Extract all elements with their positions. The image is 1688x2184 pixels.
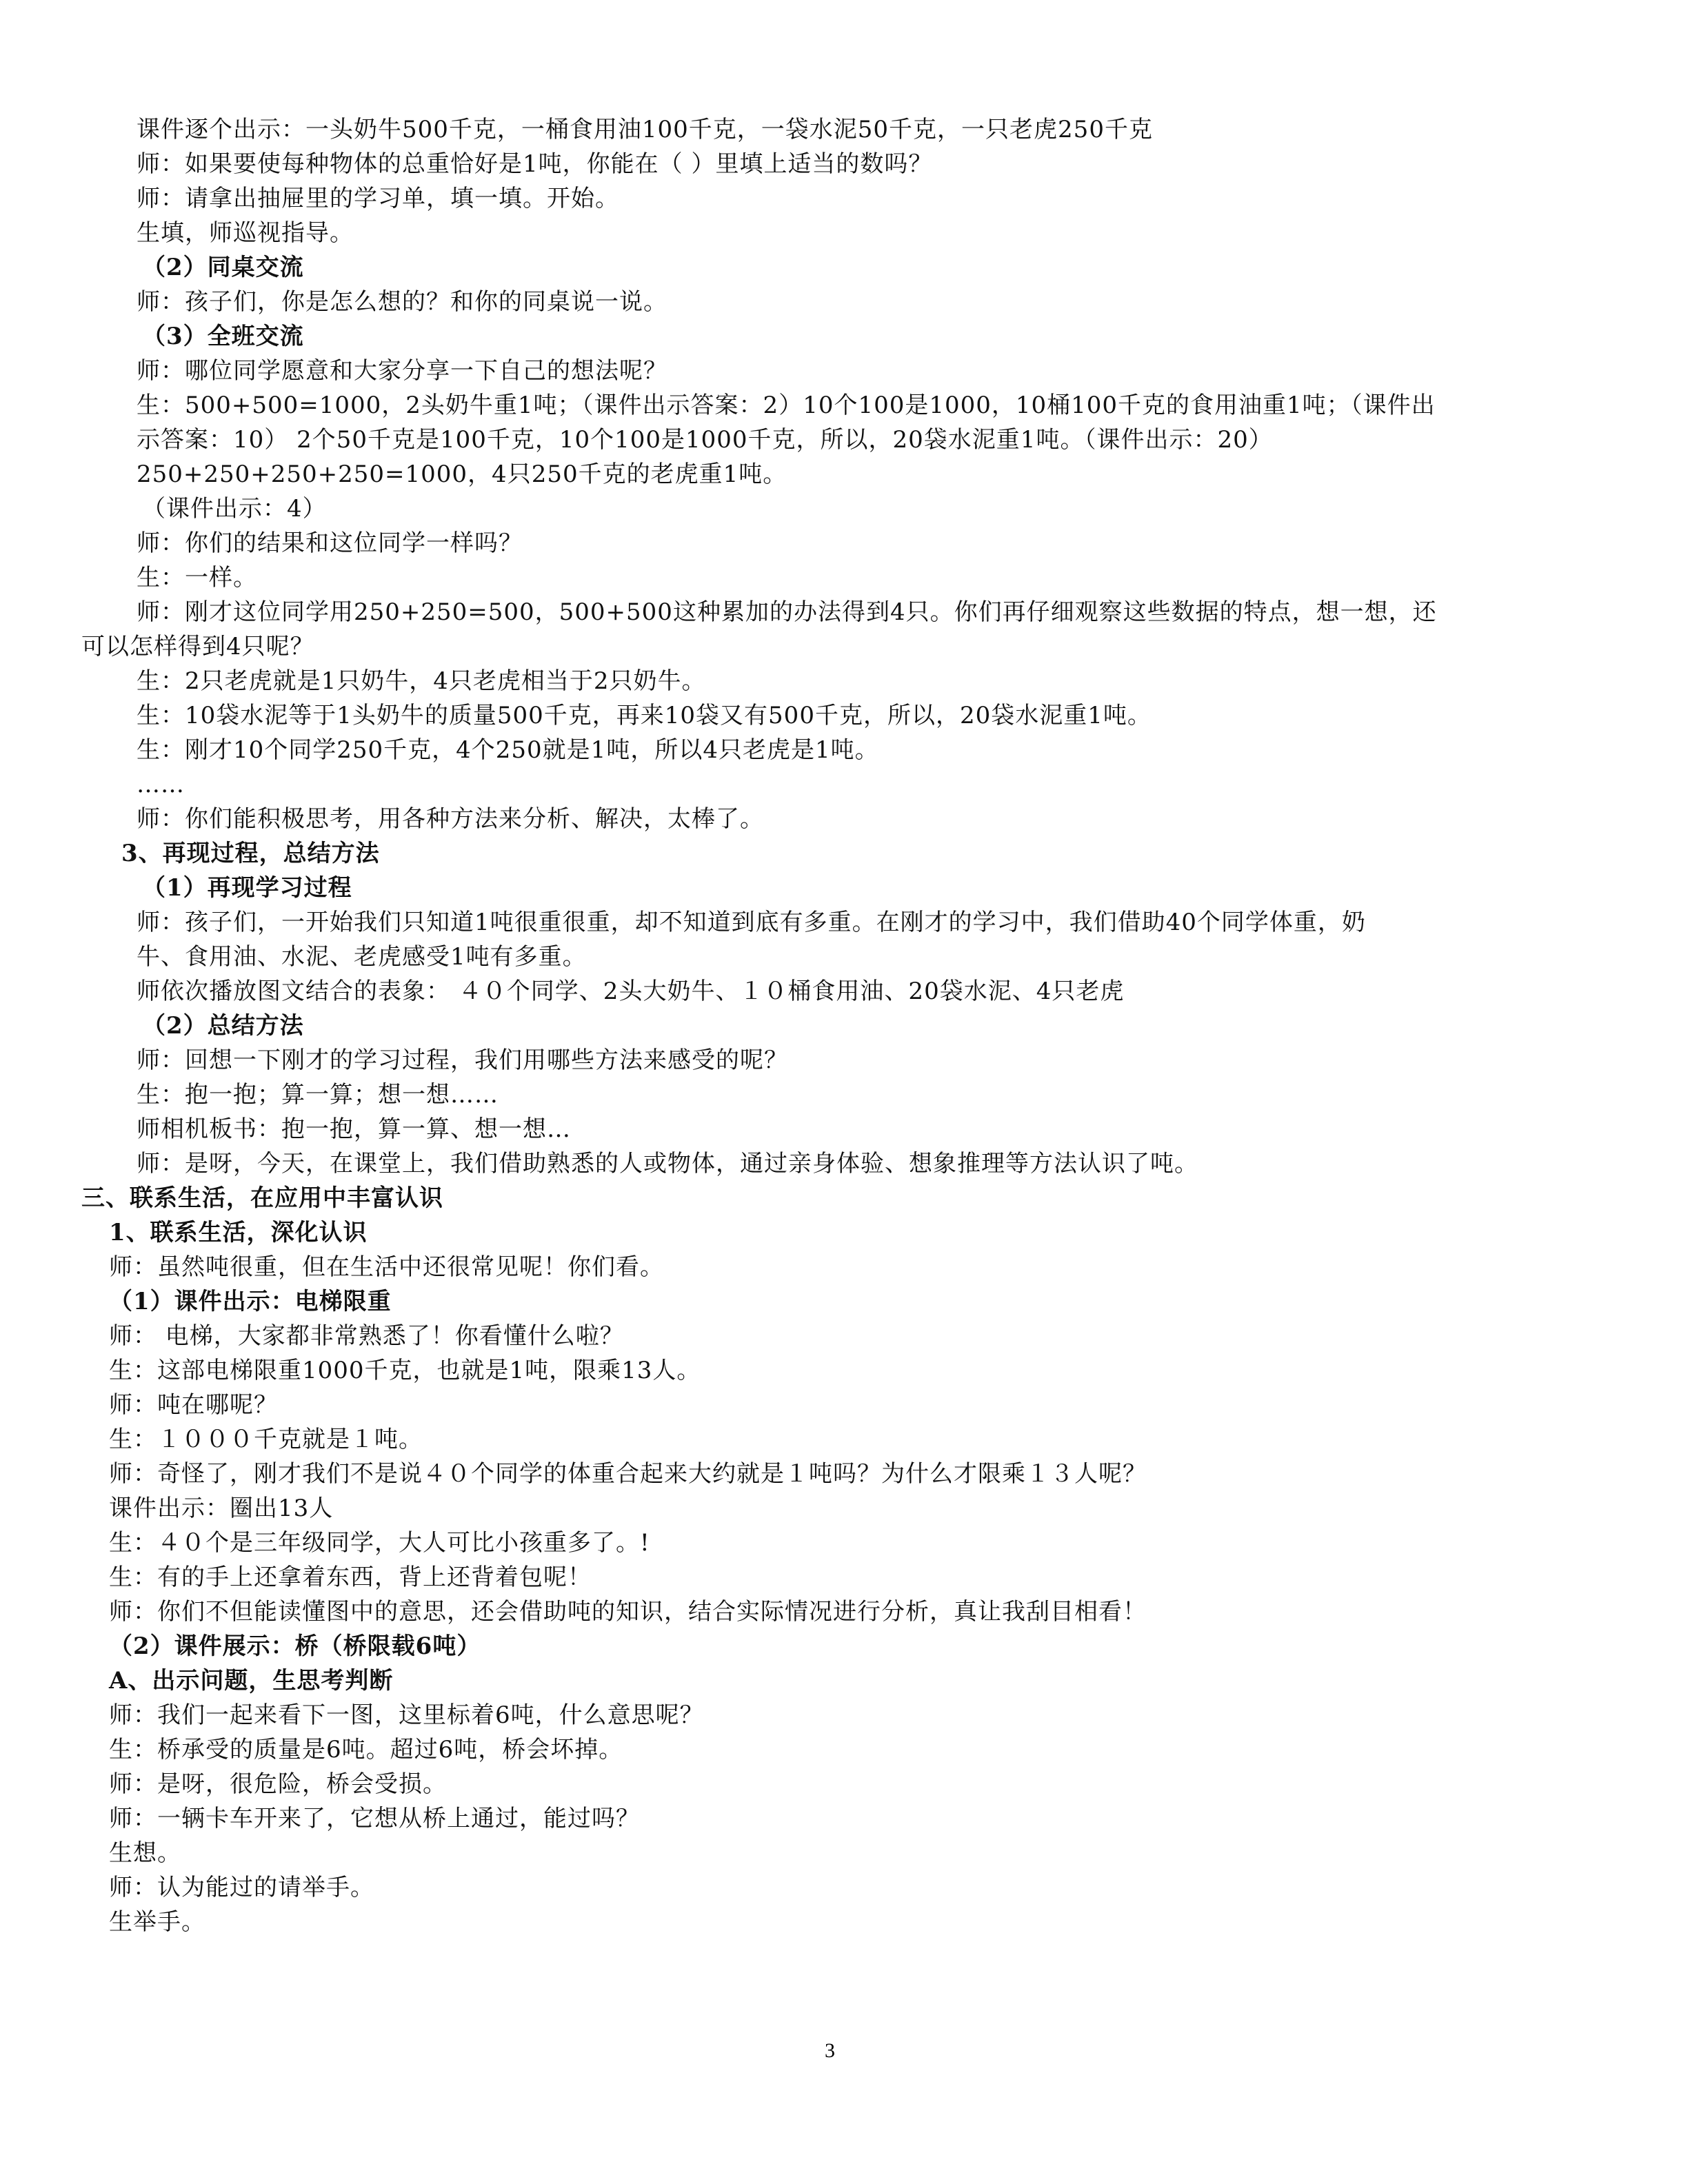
text-line: 师相机板书：抱一抱，算一算、想一想… (137, 1115, 571, 1143)
text-line: 师：孩子们，一开始我们只知道1吨很重很重，却不知道到底有多重。在刚才的学习中，我们借助40个同学体重，奶 (137, 909, 1366, 936)
text-line: 师：是呀，今天，在课堂上，我们借助熟悉的人或物体，通过亲身体验、想象推理等方法认识了吨。 (137, 1150, 1198, 1177)
text-line: 生：一样。 (137, 564, 257, 592)
text-line: 生：2只老虎就是1只奶牛，4只老虎相当于2只奶牛。 (137, 667, 706, 695)
text-line: 师：请拿出抽屉里的学习单，填一填。开始。 (137, 185, 619, 212)
text-line: 课件逐个出示：一头奶牛500千克，一桶食用油100千克，一袋水泥50千克，一只老虎250千克 (137, 116, 1153, 143)
text-line: 师：你们能积极思考，用各种方法来分析、解决，太棒了。 (137, 805, 764, 833)
text-line: 可以怎样得到4只呢？ (81, 633, 314, 660)
text-line: 师： 电梯，大家都非常熟悉了！你看懂什么啦？ (109, 1322, 624, 1350)
section-heading: 三、联系生活，在应用中丰富认识 (81, 1184, 443, 1212)
text-line: 生举手。 (109, 1908, 205, 1936)
text-line: 生：500+500=1000，2头奶牛重1吨；（课件出示答案：2）10个100是1000，10桶100千克的食用油重1吨；（课件出 (137, 392, 1436, 419)
text-line: 生：１０００千克就是１吨。 (109, 1426, 423, 1453)
section-heading: （2）课件展示：桥（桥限载6吨） (109, 1632, 481, 1660)
page-number: 3 (825, 2039, 835, 2062)
text-line: 师：是呀，很危险，桥会受损。 (109, 1770, 447, 1798)
text-line: 250+250+250+250=1000，4只250千克的老虎重1吨。 (137, 461, 787, 488)
text-line: 生：刚才10个同学250千克，4个250就是1吨，所以4只老虎是1吨。 (137, 736, 879, 764)
text-line: 生想。 (109, 1839, 181, 1867)
text-line: 师：一辆卡车开来了，它想从桥上通过，能过吗？ (109, 1805, 640, 1832)
text-line: 师：孩子们，你是怎么想的？和你的同桌说一说。 (137, 288, 667, 316)
text-line: （课件出示：4） (142, 495, 327, 523)
text-line: 生：４０个是三年级同学，大人可比小孩重多了。! (109, 1529, 650, 1557)
text-line: 师：你们的结果和这位同学一样吗？ (137, 529, 523, 557)
text-line: 师：我们一起来看下一图，这里标着6吨，什么意思呢？ (109, 1701, 704, 1729)
text-line: 生：桥承受的质量是6吨。超过6吨，桥会坏掉。 (109, 1736, 623, 1763)
section-heading: A、出示问题，生思考判断 (109, 1667, 394, 1695)
text-line: …… (137, 771, 185, 798)
text-line: 生：有的手上还拿着东西，背上还背着包呢！ (109, 1564, 592, 1591)
section-heading: （1）再现学习过程 (142, 874, 352, 902)
text-line: 师：回想一下刚才的学习过程，我们用哪些方法来感受的呢？ (137, 1046, 788, 1074)
text-line: 生：抱一抱；算一算；想一想…… (137, 1081, 499, 1109)
text-line: 师：你们不但能读懂图中的意思，还会借助吨的知识，结合实际情况进行分析，真让我刮目相看！ (109, 1598, 1147, 1626)
text-line: 师：认为能过的请举手。 (109, 1874, 374, 1901)
section-heading: （2）同桌交流 (142, 254, 304, 281)
text-line: 生：10袋水泥等于1头奶牛的质量500千克，再来10袋又有500千克，所以，20袋水泥重1吨。 (137, 702, 1152, 729)
text-line: 生填，师巡视指导。 (137, 219, 354, 247)
text-line: 师：奇怪了，刚才我们不是说４０个同学的体重合起来大约就是１吨吗？为什么才限乘１３人呢？ (109, 1460, 1147, 1488)
section-heading: （1）课件出示：电梯限重 (109, 1288, 392, 1315)
section-heading: 3、再现过程，总结方法 (121, 840, 380, 867)
text-line: 师：虽然吨很重，但在生活中还很常见呢！你们看。 (109, 1253, 664, 1281)
section-heading: 1、联系生活，深化认识 (109, 1219, 368, 1246)
text-line: 师：刚才这位同学用250+250=500，500+500这种累加的办法得到4只。你们再仔细观察这些数据的特点，想一想，还 (137, 598, 1437, 626)
text-line: 示答案：10） 2个50千克是100千克，10个100是1000千克，所以，20袋水泥重1吨。（课件出示：20） (137, 426, 1273, 454)
text-line: 师：哪位同学愿意和大家分享一下自己的想法呢？ (137, 357, 667, 385)
text-line: 师：吨在哪呢？ (109, 1391, 278, 1419)
text-line: 牛、食用油、水泥、老虎感受1吨有多重。 (137, 943, 587, 971)
text-line: 师依次播放图文结合的表象： ４０个同学、2头大奶牛、１０桶食用油、20袋水泥、4只老虎 (137, 978, 1125, 1005)
text-line: 课件出示：圈出13人 (109, 1495, 334, 1522)
section-heading: （2）总结方法 (142, 1012, 304, 1040)
section-heading: （3）全班交流 (142, 323, 304, 350)
text-line: 生：这部电梯限重1000千克，也就是1吨，限乘13人。 (109, 1357, 701, 1384)
text-line: 师：如果要使每种物体的总重恰好是1吨，你能在（ ）里填上适当的数吗？ (137, 150, 933, 178)
